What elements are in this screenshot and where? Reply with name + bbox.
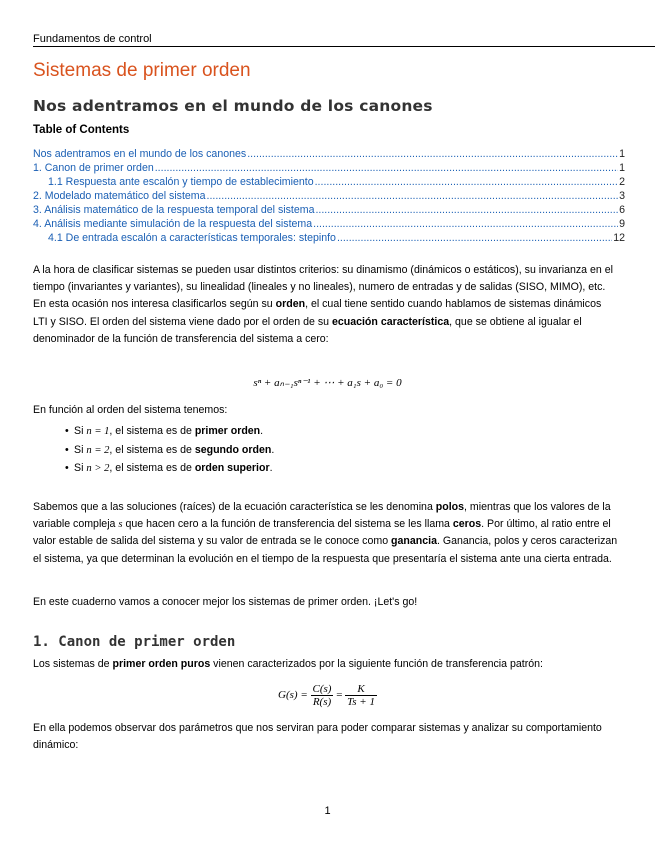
order-intro: En función al orden del sistema tenemos: xyxy=(33,404,228,416)
toc-entry-page: 12 xyxy=(613,232,625,244)
toc-entry-label[interactable]: 4.1 De entrada escalón a características temporales: stepinfo xyxy=(48,232,336,244)
toc-entry[interactable] xyxy=(33,190,625,204)
toc-entry[interactable] xyxy=(33,162,625,176)
toc-entry-page: 2 xyxy=(619,176,625,188)
toc-heading: Table of Contents xyxy=(33,124,130,136)
section-heading: 1. Canon de primer orden xyxy=(33,634,236,650)
toc-entry[interactable] xyxy=(33,232,625,246)
page-title: Sistemas de primer orden xyxy=(33,60,251,81)
toc-entry-page: 1 xyxy=(619,148,625,160)
running-header: Fundamentos de control xyxy=(33,33,655,47)
order-list xyxy=(65,425,274,481)
page-subtitle: Nos adentramos en el mundo de los canones xyxy=(33,97,433,115)
toc-entry[interactable] xyxy=(33,204,625,218)
characteristic-equation: sⁿ + aₙ₋₁sⁿ⁻¹ + ⋯ + a₁s + a₀ = 0 xyxy=(253,377,402,389)
toc-entry-label[interactable]: 1. Canon de primer orden xyxy=(33,162,154,174)
intro-paragraph: A la hora de clasificar sistemas se pueden usar distintos criterios: su dinamismo (dinámicos o estáticos), su invarianza en el tiempo (invariantes y variantes), su linealidad (lineales y no lineales), numero de entradas y de salidas (SISO, MIMO), etc. En esta ocasión nos interesa clasificarlos según su orden, el cual tiene sentido cuando hablamos de sistemas dinámicos LTI y SISO. El orden del sistema viene dado por el orden de su ecuación característica, que se obtiene al igualar el denominador de la función de transferencia del sistema a cero: xyxy=(33,264,613,345)
transfer-function: G(s) = $\frac{C(s)}{R(s)}$ = $\frac{K}{Ts + 1}$ xyxy=(278,683,375,708)
toc-entry-page: 3 xyxy=(619,190,625,202)
toc-entry-label[interactable]: Nos adentramos en el mundo de los canones xyxy=(33,148,247,160)
list-item: • Si n = 1, el sistema es de primer orden. xyxy=(65,425,264,437)
list-item: • Si n > 2, el sistema es de orden superior. xyxy=(65,462,273,474)
toc-entry[interactable] xyxy=(33,148,625,162)
toc-entry-page: 6 xyxy=(619,204,625,216)
list-item: • Si n = 2, el sistema es de segundo orden. xyxy=(65,443,275,456)
toc-entry[interactable] xyxy=(33,176,625,190)
toc-entry[interactable] xyxy=(33,218,625,232)
poles-paragraph: Sabemos que a las soluciones (raíces) de la ecuación característica se les denomina polos, mientras que los valores de la variable compleja s que hacen cero a la función de transferencia del sistema se les llama ceros. Por último, al ratio entre el valor estable de salida del sistema y su valor de entrada se le conoce como ganancia. Ganancia, polos y ceros caracterizan el sistema, ya que determinan la evolución en el tiempo de la respuesta que presentaría el sistema ante una cierta entrada. xyxy=(33,501,618,565)
table-of-contents xyxy=(33,148,625,246)
closing-paragraph: En este cuaderno vamos a conocer mejor los sistemas de primer orden. ¡Let's go! xyxy=(33,596,418,608)
toc-entry-label[interactable]: 2. Modelado matemático del sistema xyxy=(33,190,206,202)
parameters-paragraph: En ella podemos observar dos parámetros que nos serviran para poder comparar sistemas y analizar su comportamiento dinámico: xyxy=(33,722,602,752)
toc-entry-label[interactable]: 3. Análisis matemático de la respuesta temporal del sistema xyxy=(33,204,315,216)
toc-entry-label[interactable]: 1.1 Respuesta ante escalón y tiempo de establecimiento xyxy=(48,176,314,188)
toc-entry-page: 9 xyxy=(619,218,625,230)
page-number: 1 xyxy=(324,805,331,817)
section-paragraph: Los sistemas de primer orden puros vienen caracterizados por la siguiente función de transferencia patrón: xyxy=(33,658,543,670)
toc-entry-label[interactable]: 4. Análisis mediante simulación de la respuesta del sistema xyxy=(33,218,313,230)
toc-entry-page: 1 xyxy=(619,162,625,174)
